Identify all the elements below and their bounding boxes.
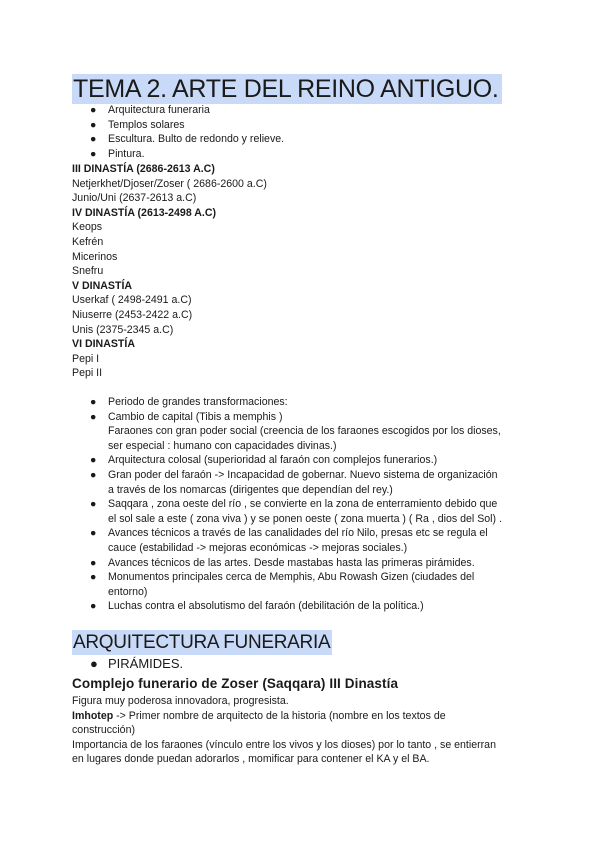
bullet-icon: ● xyxy=(90,656,98,671)
bullet-icon: ● xyxy=(90,133,97,146)
list-item: ● Templos solares xyxy=(90,118,185,131)
list-item: ● Saqqara , zona oeste del río , se convierte en la zona de enterramiento debido que el sol sale a este ( zona viva ) y se ponen oeste ( zona muerta ) ( Ra , dios del Sol) . xyxy=(90,498,502,525)
paragraph-continuation: construcción) xyxy=(72,724,135,737)
bullet-icon: ● xyxy=(90,498,97,511)
intro-list xyxy=(72,103,532,161)
dynasty-heading: VI DINASTÍA xyxy=(72,338,135,351)
sub-bullet xyxy=(72,655,183,673)
dynasty-heading: III DINASTÍA (2686-2613 A.C) xyxy=(72,163,215,175)
list-item: ● Monumentos principales cerca de Memphis, Abu Rowash Gizen (ciudades del entorno) xyxy=(90,571,475,598)
paragraph-continuation: en lugares donde puedan adorarlos , momificar para contener el KA y el BA. xyxy=(72,753,430,766)
pharaoh-line: Unis (2375-2345 a.C) xyxy=(72,323,174,336)
bullet-icon: ● xyxy=(90,118,97,131)
bullet-icon: ● xyxy=(90,556,97,569)
list-item: ● Luchas contra el absolutismo del faraón (debilitación de la política.) xyxy=(90,600,424,613)
section2-body xyxy=(72,694,532,767)
pharaoh-line: Pepi I xyxy=(72,352,100,365)
list-item: ● Periodo de grandes transformaciones: xyxy=(90,396,288,408)
bullet-icon: ● xyxy=(90,396,97,408)
bullet-icon: ● xyxy=(90,454,97,467)
list-item: ● Avances técnicos a través de las canalidades del río Nilo, presas etc se regula el cauce (estabilidad -> mejoras económicas -> mejoras sociales.) xyxy=(90,527,488,554)
bullet-icon: ● xyxy=(90,600,97,613)
bullet-icon: ● xyxy=(90,468,97,481)
subsection-heading: Complejo funerario de Zoser (Saqqara) III Dinastía xyxy=(72,676,399,691)
bullet-icon: ● xyxy=(90,104,97,116)
characteristics-block xyxy=(72,395,532,614)
pharaoh-line: Netjerkhet/Djoser/Zoser ( 2686-2600 a.C) xyxy=(72,177,267,190)
pharaoh-line: Junio/Uni (2637-2613 a.C) xyxy=(72,192,197,205)
bullet-icon: ● xyxy=(90,147,97,160)
paragraph: Figura muy poderosa innovadora, progresista. xyxy=(72,695,289,707)
list-item: ● Cambio de capital (Tibis a memphis ) Faraones con gran poder social (creencia de los faraones escogidos por los dioses, ser especial : humano con capacidades divinas.) xyxy=(90,410,501,452)
list-item: ● Avances técnicos de las artes. Desde mastabas hasta las primeras pirámides. xyxy=(90,556,475,569)
characteristics-list xyxy=(72,395,532,614)
bullet-icon: ● xyxy=(90,571,97,584)
list-item: ● Gran poder del faraón -> Incapacidad de gobernar. Nuevo sistema de organización a través de los nomarcas (dirigentes que dependían del rey.) xyxy=(90,468,498,496)
pharaoh-line: Micerinos xyxy=(72,250,118,263)
paragraph: Imhotep -> Primer nombre de arquitecto de la historia (nombre en los textos de xyxy=(72,709,446,722)
bullet-icon: ● xyxy=(90,410,97,423)
pharaoh-line: Snefru xyxy=(72,265,104,278)
list-item: ● Escultura. Bulto de redondo y relieve. xyxy=(90,133,285,146)
intro-list-block xyxy=(72,103,532,161)
paragraph: Importancia de los faraones (vínculo entre los vivos y los dioses) por lo tanto , se entierran xyxy=(72,738,496,751)
list-item: ● Pintura. xyxy=(90,147,145,160)
dynasties-block xyxy=(72,162,532,381)
dynasty-heading: IV DINASTÍA (2613-2498 A.C) xyxy=(72,206,217,219)
pharaoh-line: Kefrén xyxy=(72,235,104,248)
pharaoh-line: Userkaf ( 2498-2491 a.C) xyxy=(72,294,192,307)
pharaoh-line: Niuserre (2453-2422 a.C) xyxy=(72,308,193,321)
list-item: ● Arquitectura funeraria xyxy=(90,104,210,116)
dynasty-heading: V DINASTÍA xyxy=(72,279,133,292)
section-title: ARQUITECTURA FUNERARIA xyxy=(73,632,331,653)
pharaoh-line: Pepi II xyxy=(72,367,103,380)
list-item: ● Arquitectura colosal (superioridad al faraón con complejos funerarios.) xyxy=(90,454,438,467)
bullet-icon: ● xyxy=(90,527,97,540)
pharaoh-line: Keops xyxy=(72,221,103,234)
sub-bullet-label: PIRÁMIDES. xyxy=(108,656,184,671)
architect-name: Imhotep xyxy=(72,709,114,722)
page-title: TEMA 2. ARTE DEL REINO ANTIGUO. xyxy=(72,74,502,104)
